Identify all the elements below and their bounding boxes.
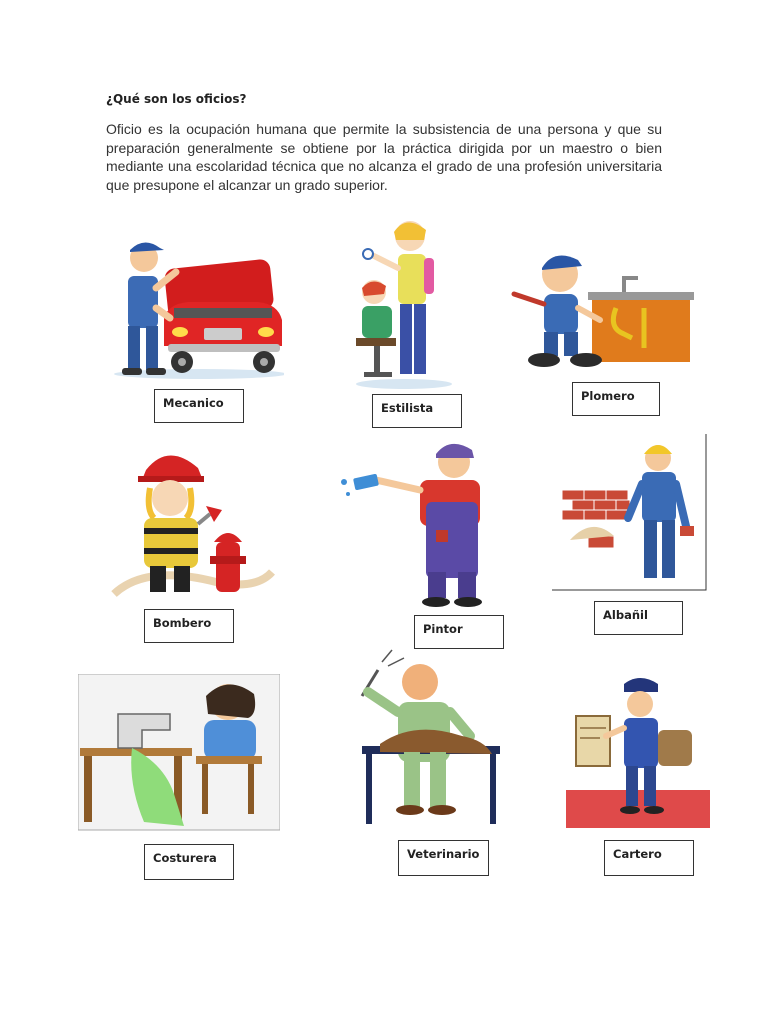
plumber-illustration	[504, 238, 694, 374]
page-heading: ¿Qué son los oficios?	[106, 92, 247, 106]
seamstress-illustration	[78, 674, 280, 832]
label-costurera: Costurera	[144, 844, 234, 880]
intro-paragraph: Oficio es la ocupación humana que permite la subsistencia de una persona y que su preparación generalmente se obtiene por la práctica dirigida por un maestro o bien mediante una escolaridad técnica que no alcanza el grado de una profesión universitaria que presupone el alcanzar un grado superior.	[106, 121, 662, 193]
label-plomero: Plomero	[572, 382, 660, 416]
label-cartero: Cartero	[604, 840, 694, 876]
mechanic-illustration	[108, 228, 284, 380]
bricklayer-illustration	[552, 434, 708, 592]
label-albanil: Albañil	[594, 601, 683, 635]
label-bombero: Bombero	[144, 609, 234, 643]
label-estilista: Estilista	[372, 394, 462, 428]
label-veterinario: Veterinario	[398, 840, 489, 876]
painter-illustration	[336, 432, 494, 614]
firefighter-illustration	[106, 444, 276, 604]
label-mecanico: Mecanico	[154, 389, 244, 423]
mail-carrier-illustration	[566, 672, 710, 830]
stylist-illustration	[346, 214, 452, 390]
label-pintor: Pintor	[414, 615, 504, 649]
veterinarian-illustration	[344, 640, 504, 828]
